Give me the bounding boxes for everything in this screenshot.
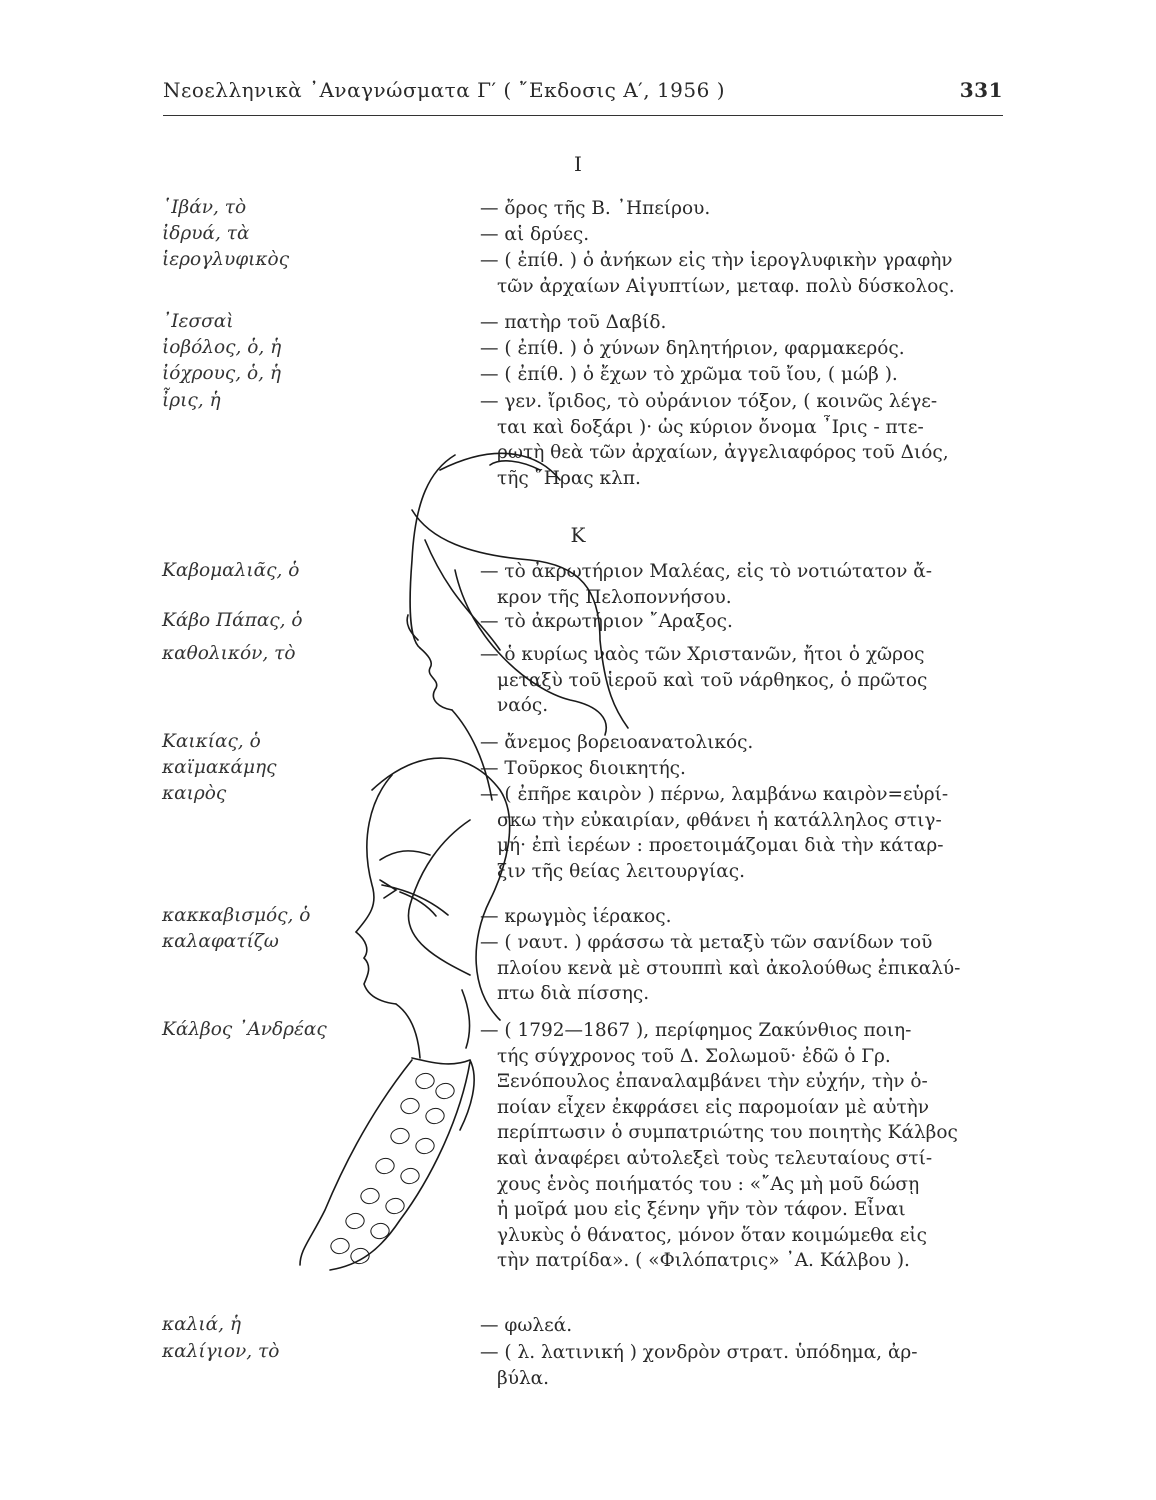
definition-line: — ( ἐπίθ. ) ὁ χύνων δηλητήριον, φαρμακερός. bbox=[480, 338, 905, 359]
definition-line: — ( ἐπίθ. ) ὁ ἔχων τὸ χρῶμα τοῦ ἴου, ( μώβ ). bbox=[480, 364, 898, 385]
entry-term: καλιά, ἡ bbox=[162, 1314, 241, 1335]
entry-term: Καικίας, ὁ bbox=[162, 731, 261, 752]
entry-definition bbox=[480, 930, 1005, 1007]
entry-definition bbox=[480, 904, 1005, 930]
entry-definition bbox=[480, 642, 1005, 719]
entry-term: καλαφατίζω bbox=[162, 931, 279, 952]
definition-line: — πατὴρ τοῦ Δαβίδ. bbox=[480, 312, 667, 333]
definition-line: κρον τῆς Πελοποννήσου. bbox=[497, 586, 732, 608]
entry-term: ἰοβόλος, ὁ, ἡ bbox=[162, 337, 282, 358]
entry-term: καϊμακάμης bbox=[162, 757, 277, 778]
entry-definition bbox=[480, 1313, 1005, 1339]
entry-term: ᾿Ιεσσαὶ bbox=[162, 311, 234, 332]
definition-line: τῶν ἀρχαίων Αἰγυπτίων, μεταφ. πολὺ δύσκολος. bbox=[497, 275, 955, 297]
entry-term: ἱερογλυφικὸς bbox=[162, 249, 290, 270]
entry-term: ῾Ιβάν, τὸ bbox=[162, 197, 247, 218]
definition-line: ξιν τῆς θείας λειτουργίας. bbox=[497, 860, 745, 882]
section-letter: Ι bbox=[574, 152, 582, 176]
entry-definition bbox=[480, 756, 1005, 782]
entry-definition bbox=[480, 1340, 1005, 1391]
definition-line: πλοίου κενὰ μὲ στουππὶ καὶ ἀκολούθως ἐπικαλύ- bbox=[497, 957, 961, 979]
definition-line: ποίαν εἶχεν ἐκφράσει εἰς παρομοίαν μὲ αὐτὴν bbox=[497, 1096, 930, 1118]
definition-line: τῆς ῞Ηρας κλπ. bbox=[497, 467, 641, 489]
entry-term: Κάβο Πάπας, ὁ bbox=[162, 610, 303, 631]
definition-line: Ξενόπουλος ἐπαναλαμβάνει τὴν εὐχήν, τὴν ὁ- bbox=[497, 1071, 928, 1093]
definition-line: — ( 1792—1867 ), περίφημος Ζακύνθιος ποιη- bbox=[480, 1020, 912, 1041]
entry-definition bbox=[480, 196, 1005, 222]
definition-line: — τὸ ἀκρωτήριον ῎Αραξος. bbox=[480, 611, 733, 632]
definition-line: — ὄρος τῆς Β. ᾿Ηπείρου. bbox=[480, 198, 711, 219]
definition-line: — ( ἐπῆρε καιρὸν ) πέρνω, λαμβάνω καιρὸν=εὑρί- bbox=[480, 784, 949, 805]
definition-line: καὶ ἀναφέρει αὐτολεξεὶ τοὺς τελευταίους στί- bbox=[497, 1147, 933, 1169]
definition-line: — ( ἐπίθ. ) ὁ ἀνήκων εἰς τὴν ἱερογλυφικὴν γραφὴν bbox=[480, 250, 953, 271]
definition-line: περίπτωσιν ὁ συμπατριώτης του ποιητὴς Κάλβος bbox=[497, 1122, 958, 1144]
definition-line: — ( λ. λατινική ) χονδρὸν στρατ. ὑπόδημα, ἀρ- bbox=[480, 1342, 918, 1363]
section-letter: Κ bbox=[570, 523, 586, 547]
definition-line: ρωτὴ θεὰ τῶν ἀρχαίων, ἀγγελιαφόρος τοῦ Διός, bbox=[497, 442, 949, 464]
entry-term: ἶρις, ἡ bbox=[162, 390, 221, 411]
definition-line: βύλα. bbox=[497, 1367, 550, 1389]
entry-term: κακκαβισμός, ὁ bbox=[162, 905, 311, 926]
entry-definition bbox=[480, 362, 1005, 388]
entry-definition bbox=[480, 1018, 1005, 1274]
definition-line: μεταξὺ τοῦ ἱεροῦ καὶ τοῦ νάρθηκος, ὁ πρῶτος bbox=[497, 669, 928, 691]
definition-line: — γεν. ἴριδος, τὸ οὐράνιον τόξον, ( κοινῶς λέγε- bbox=[480, 391, 938, 412]
entry-definition bbox=[480, 310, 1005, 336]
entry-term: καθολικόν, τὸ bbox=[162, 643, 296, 664]
definition-line: πτω διὰ πίσσης. bbox=[497, 983, 650, 1005]
definition-line: — κρωγμὸς ἱέρακος. bbox=[480, 906, 672, 927]
entry-definition bbox=[480, 248, 1005, 299]
entry-definition bbox=[480, 730, 1005, 756]
entry-definition bbox=[480, 559, 1005, 610]
definition-line: — αἱ δρύες. bbox=[480, 224, 590, 245]
entry-definition bbox=[480, 609, 1005, 635]
definition-line: ναός. bbox=[497, 695, 549, 717]
definition-line: — ( ναυτ. ) φράσσω τὰ μεταξὺ τῶν σανίδων τοῦ bbox=[480, 932, 933, 953]
definition-line: χους ἑνὸς ποιήματός του : «῎Ας μὴ μοῦ δώσῃ bbox=[497, 1173, 920, 1195]
definition-line: — τὸ ἀκρωτήριον Μαλέας, εἰς τὸ νοτιώτατον ἄ- bbox=[480, 561, 932, 582]
definition-line: σκω τὴν εὐκαιρίαν, φθάνει ἡ κατάλληλος στιγ- bbox=[497, 809, 942, 831]
definition-line: ται καὶ δοξάρι )· ὡς κύριον ὄνομα ῏Ιρις - πτε- bbox=[497, 416, 924, 438]
definition-line: τὴν πατρίδα». ( «Φιλόπατρις» ᾿Α. Κάλβου ). bbox=[497, 1250, 910, 1272]
entry-term: Κάλβος ᾿Ανδρέας bbox=[162, 1019, 327, 1040]
entry-term: ἰδρυά, τὰ bbox=[162, 223, 250, 244]
definition-line: — φωλεά. bbox=[480, 1315, 573, 1336]
entry-term: καλίγιον, τὸ bbox=[162, 1341, 280, 1362]
header-title: Νεοελληνικὰ ᾿Αναγνώσματα Γ′ ( ῎Εκδοσις Α′, 1956 ) bbox=[163, 78, 725, 102]
definition-line: — ὁ κυρίως ναὸς τῶν Χριστανῶν, ἤτοι ὁ χῶρος bbox=[480, 644, 925, 665]
entry-term: καιρὸς bbox=[162, 783, 227, 804]
definition-line: — ἄνεμος βορειοανατολικός. bbox=[480, 732, 754, 753]
definition-line: τής σύγχρονος τοῦ Δ. Σολωμοῦ· ἐδῶ ὁ Γρ. bbox=[497, 1045, 891, 1067]
entry-definition bbox=[480, 389, 1005, 491]
entry-definition bbox=[480, 782, 1005, 884]
running-header bbox=[163, 78, 1003, 108]
definition-line: — Τοῦρκος διοικητής. bbox=[480, 758, 686, 779]
entry-definition bbox=[480, 336, 1005, 362]
header-rule bbox=[163, 115, 1003, 116]
page-number: 331 bbox=[959, 78, 1003, 102]
definition-line: γλυκὺς ὁ θάνατος, μόνον ὅταν κοιμώμεθα εἰς bbox=[497, 1224, 928, 1246]
entry-term: ἰόχρους, ὁ, ἡ bbox=[162, 363, 281, 384]
entry-term: Καβομαλιᾶς, ὁ bbox=[162, 560, 300, 581]
definition-line: μή· ἐπὶ ἱερέων : προετοιμάζομαι διὰ τὴν κάταρ- bbox=[497, 835, 944, 857]
definition-line: ἡ μοῖρά μου εἰς ξένην γῆν τὸν τάφον. Εἶναι bbox=[497, 1199, 906, 1221]
entry-definition bbox=[480, 222, 1005, 248]
